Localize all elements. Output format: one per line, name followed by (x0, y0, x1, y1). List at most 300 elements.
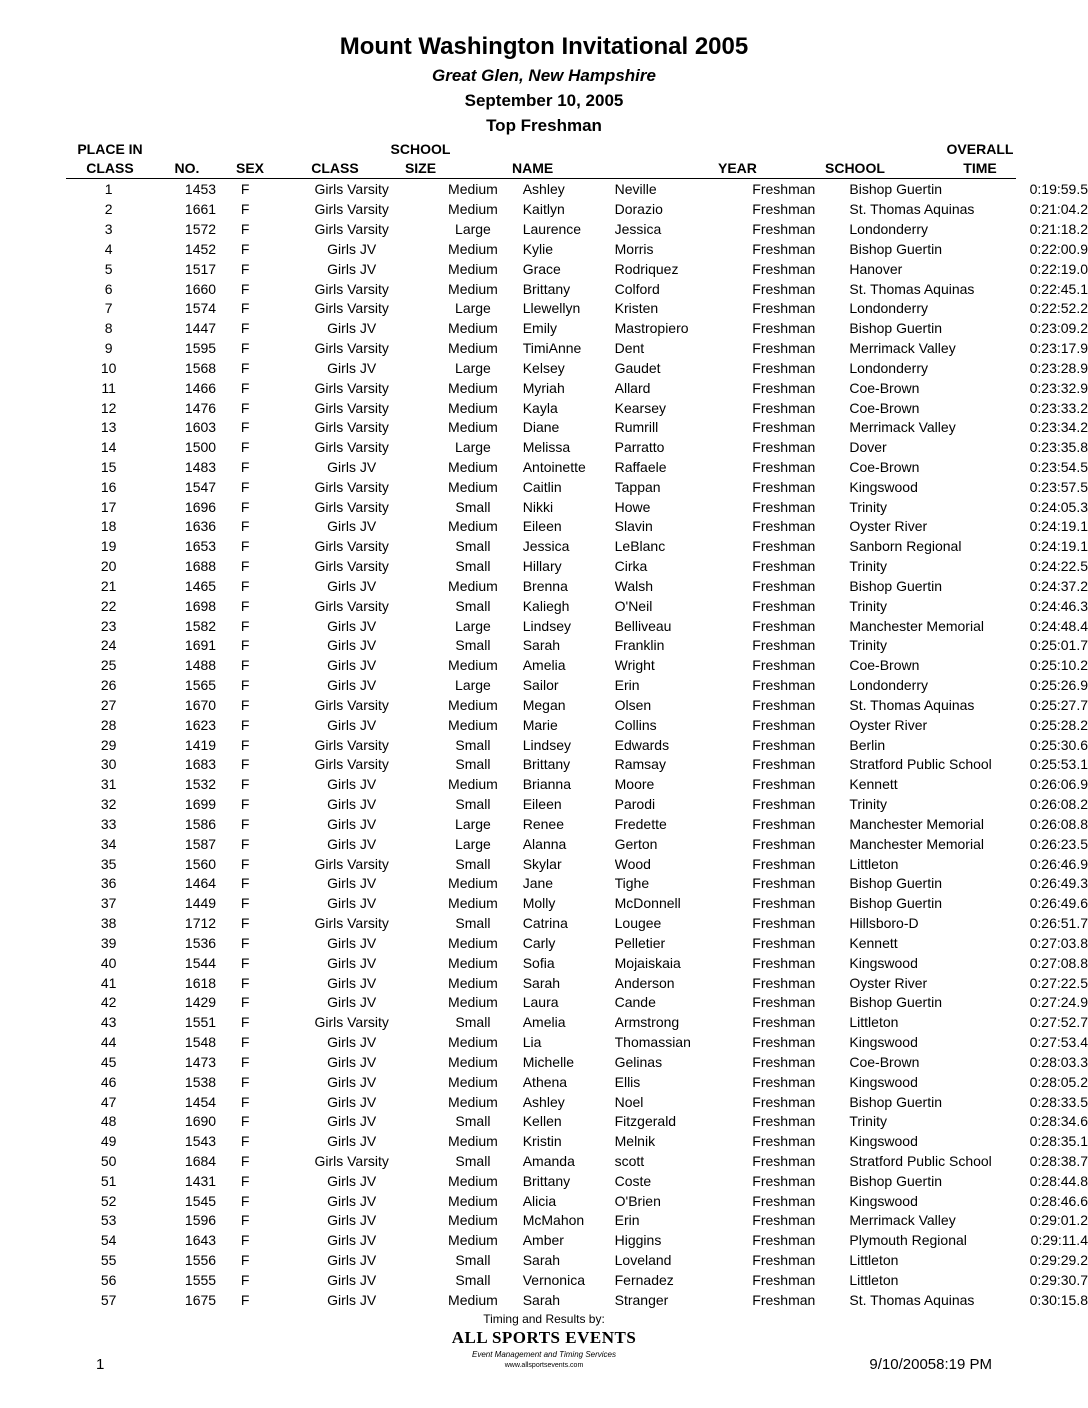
cell-place: 38 (100, 915, 117, 932)
cell-bib-number: 1684 (184, 1152, 217, 1169)
cell-overall-time: 0:28:03.3 (1029, 1053, 1088, 1070)
table-row (66, 517, 1088, 537)
cell-place: 45 (100, 1053, 117, 1070)
cell-year: Freshman (752, 340, 816, 357)
cell-first-name: Brenna (522, 577, 568, 594)
cell-sex: F (240, 815, 250, 832)
cell-first-name: Eileen (522, 796, 562, 813)
cell-sex: F (240, 577, 250, 594)
cell-bib-number: 1712 (184, 915, 217, 932)
cell-last-name: Dent (614, 340, 645, 357)
event-location: Great Glen, New Hampshire (432, 66, 656, 85)
cell-place: 7 (104, 300, 113, 317)
table-row (66, 418, 1088, 438)
cell-school-size: Medium (448, 954, 498, 971)
cell-school-size: Large (455, 677, 491, 694)
cell-bib-number: 1660 (184, 280, 217, 297)
cell-school-size: Medium (448, 459, 498, 475)
cell-school: St. Thomas Aquinas (849, 696, 975, 713)
cell-first-name: Athena (522, 1073, 568, 1090)
table-row (66, 815, 1088, 835)
cell-school-size: Medium (448, 1073, 498, 1090)
cell-class: Girls Varsity (314, 181, 389, 198)
cell-sex: F (240, 875, 250, 892)
cell-class: Girls Varsity (314, 280, 389, 297)
cell-sex: F (240, 696, 250, 713)
cell-school-size: Medium (448, 934, 498, 951)
cell-place: 48 (100, 1113, 117, 1130)
cell-overall-time: 0:24:05.3 (1029, 498, 1088, 515)
cell-first-name: McMahon (522, 1212, 585, 1229)
cell-school: Stratford Public School (849, 1152, 992, 1169)
cell-bib-number: 1545 (184, 1192, 217, 1209)
cell-place: 53 (100, 1212, 117, 1229)
cell-year: Freshman (752, 280, 816, 297)
cell-class: Girls JV (327, 657, 377, 674)
cell-place: 29 (100, 736, 117, 753)
cell-first-name: Lindsey (522, 617, 571, 634)
cell-school-size: Medium (448, 895, 498, 912)
cell-bib-number: 1675 (184, 1291, 217, 1308)
cell-school: Coe-Brown (849, 657, 920, 674)
cell-year: Freshman (752, 459, 816, 475)
cell-first-name: Llewellyn (522, 300, 581, 317)
cell-overall-time: 0:26:08.2 (1029, 796, 1088, 813)
cell-class: Girls JV (327, 974, 377, 991)
cell-sex: F (240, 1232, 250, 1249)
cell-last-name: Gaudet (614, 359, 661, 376)
cell-bib-number: 1544 (184, 954, 217, 971)
col-header-time-line2: TIME (963, 160, 997, 176)
cell-place: 21 (100, 577, 117, 594)
cell-bib-number: 1574 (184, 300, 217, 317)
cell-class: Girls JV (327, 815, 377, 832)
cell-bib-number: 1429 (184, 994, 217, 1011)
cell-class: Girls JV (327, 359, 377, 376)
cell-sex: F (240, 260, 250, 277)
cell-last-name: Tappan (614, 478, 661, 495)
cell-class: Girls JV (327, 637, 377, 654)
cell-last-name: Ramsay (614, 756, 666, 773)
cell-sex: F (240, 1192, 250, 1209)
cell-school-size: Small (455, 1014, 491, 1031)
cell-bib-number: 1690 (184, 1113, 217, 1130)
cell-year: Freshman (752, 1133, 816, 1150)
table-row (66, 1191, 1088, 1211)
cell-place: 1 (104, 181, 113, 198)
table-row (66, 953, 1088, 973)
cell-school-size: Medium (448, 776, 498, 793)
cell-overall-time: 0:25:27.7 (1029, 696, 1088, 713)
cell-year: Freshman (752, 419, 816, 436)
cell-sex: F (240, 1073, 250, 1090)
cell-school: Bishop Guertin (849, 181, 942, 198)
cell-overall-time: 0:28:35.1 (1029, 1133, 1088, 1150)
cell-school: Bishop Guertin (849, 1093, 942, 1110)
cell-school: Merrimack Valley (849, 1212, 956, 1229)
cell-class: Girls Varsity (314, 221, 389, 238)
cell-year: Freshman (752, 577, 816, 594)
page-title: Mount Washington Invitational 2005 (339, 33, 749, 60)
cell-class: Girls JV (327, 617, 377, 634)
cell-overall-time: 0:23:17.9 (1029, 340, 1088, 357)
col-header-place (66, 140, 154, 178)
cell-sex: F (240, 478, 250, 495)
cell-sex: F (240, 1252, 250, 1269)
cell-bib-number: 1636 (184, 518, 217, 535)
cell-overall-time: 0:24:37.2 (1029, 577, 1088, 594)
cell-school-size: Medium (448, 1133, 498, 1150)
cell-bib-number: 1449 (184, 895, 217, 912)
cell-place: 52 (100, 1192, 117, 1209)
cell-last-name: Franklin (614, 637, 665, 654)
cell-class: Girls Varsity (314, 1152, 389, 1169)
cell-last-name: Gerton (614, 835, 658, 852)
cell-school: Londonderry (849, 221, 928, 238)
cell-overall-time: 0:28:46.6 (1029, 1192, 1088, 1209)
cell-class: Girls Varsity (314, 201, 389, 218)
cell-bib-number: 1555 (184, 1271, 217, 1288)
cell-year: Freshman (752, 597, 816, 614)
cell-first-name: Kaitlyn (522, 201, 565, 218)
cell-year: Freshman (752, 815, 816, 832)
cell-school: St. Thomas Aquinas (849, 201, 975, 218)
cell-place: 16 (100, 478, 117, 495)
cell-school-size: Medium (448, 399, 498, 416)
cell-sex: F (240, 716, 250, 733)
cell-class: Girls JV (327, 1291, 377, 1308)
cell-school-size: Small (455, 1152, 491, 1169)
cell-school: Manchester Memorial (849, 617, 984, 634)
cell-sex: F (240, 994, 250, 1011)
cell-bib-number: 1536 (184, 934, 217, 951)
cell-school: Kingswood (849, 954, 918, 971)
cell-school-size: Small (455, 538, 491, 555)
cell-bib-number: 1543 (184, 1133, 217, 1150)
cell-last-name: Kearsey (614, 399, 666, 416)
cell-school: Oyster River (849, 518, 928, 535)
cell-class: Girls JV (327, 1053, 377, 1070)
cell-last-name: Collins (614, 716, 657, 733)
cell-first-name: Catrina (522, 915, 568, 932)
cell-school-size: Medium (448, 696, 498, 713)
company-website: www.allsportsevents.com (504, 1362, 584, 1369)
cell-place: 8 (104, 320, 113, 337)
cell-last-name: Morris (614, 240, 654, 257)
table-row (66, 715, 1088, 735)
cell-year: Freshman (752, 478, 816, 495)
cell-first-name: Carly (522, 934, 556, 951)
cell-school: Hillsboro-D (849, 915, 919, 932)
cell-class: Girls Varsity (314, 915, 389, 932)
cell-school: Kennett (849, 776, 898, 793)
cell-first-name: Kellen (522, 1113, 562, 1130)
cell-year: Freshman (752, 320, 816, 337)
cell-year: Freshman (752, 736, 816, 753)
cell-class: Girls Varsity (314, 756, 389, 773)
cell-last-name: Rodriquez (614, 260, 679, 277)
cell-year: Freshman (752, 240, 816, 257)
cell-year: Freshman (752, 637, 816, 654)
table-row (66, 656, 1088, 676)
cell-first-name: Amanda (522, 1152, 575, 1169)
col-header-class: CLASS (311, 160, 359, 176)
cell-bib-number: 1431 (184, 1172, 217, 1189)
cell-last-name: Walsh (614, 577, 654, 594)
cell-overall-time: 0:22:00.9 (1029, 240, 1088, 257)
cell-class: Girls JV (327, 1271, 377, 1288)
cell-overall-time: 0:28:33.5 (1029, 1093, 1088, 1110)
cell-year: Freshman (752, 1232, 816, 1249)
cell-sex: F (240, 1113, 250, 1130)
cell-year: Freshman (752, 221, 816, 238)
cell-year: Freshman (752, 1252, 816, 1269)
cell-first-name: Nikki (522, 498, 554, 515)
cell-bib-number: 1532 (184, 776, 217, 793)
cell-first-name: Sofia (522, 954, 555, 971)
cell-sex: F (240, 974, 250, 991)
cell-overall-time: 0:29:11.4 (1030, 1232, 1088, 1249)
cell-year: Freshman (752, 895, 816, 912)
cell-overall-time: 0:25:01.7 (1029, 637, 1088, 654)
cell-school: Oyster River (849, 716, 928, 733)
cell-bib-number: 1691 (184, 637, 217, 654)
cell-class: Girls JV (327, 994, 377, 1011)
cell-class: Girls JV (327, 459, 377, 475)
table-row (66, 1290, 1088, 1310)
cell-first-name: Melissa (522, 439, 571, 456)
cell-school-size: Medium (448, 419, 498, 436)
cell-last-name: O'Neil (614, 597, 653, 614)
cell-last-name: Parodi (614, 796, 656, 813)
cell-overall-time: 0:25:30.6 (1029, 736, 1088, 753)
cell-school: Littleton (849, 1014, 899, 1031)
cell-first-name: Laura (522, 994, 559, 1011)
cell-sex: F (240, 597, 250, 614)
cell-school: Littleton (849, 855, 899, 872)
table-row (66, 973, 1088, 993)
cell-year: Freshman (752, 201, 816, 218)
cell-school-size: Medium (448, 875, 498, 892)
cell-sex: F (240, 756, 250, 773)
cell-class: Girls JV (327, 518, 377, 535)
cell-sex: F (240, 221, 250, 238)
cell-school-size: Large (455, 359, 491, 376)
cell-sex: F (240, 895, 250, 912)
cell-bib-number: 1517 (184, 260, 217, 277)
cell-school-size: Medium (448, 716, 498, 733)
table-row (66, 914, 1088, 934)
cell-first-name: Lia (522, 1034, 542, 1051)
cell-overall-time: 0:23:33.2 (1029, 399, 1088, 416)
cell-last-name: McDonnell (614, 895, 681, 912)
cell-year: Freshman (752, 974, 816, 991)
cell-year: Freshman (752, 359, 816, 376)
cell-place: 25 (100, 657, 117, 674)
cell-overall-time: 0:21:18.2 (1029, 221, 1088, 238)
cell-bib-number: 1452 (184, 240, 217, 257)
cell-school: Trinity (849, 796, 887, 813)
cell-place: 31 (100, 776, 117, 793)
cell-sex: F (240, 181, 250, 198)
cell-last-name: Wood (614, 855, 651, 872)
cell-class: Girls Varsity (314, 538, 389, 555)
cell-school-size: Small (455, 736, 491, 753)
table-row (66, 894, 1088, 914)
cell-bib-number: 1623 (184, 716, 217, 733)
cell-bib-number: 1595 (184, 340, 217, 357)
cell-year: Freshman (752, 657, 816, 674)
col-header-name: NAME (512, 160, 554, 176)
cell-last-name: Edwards (614, 736, 670, 753)
cell-bib-number: 1454 (184, 1093, 217, 1110)
cell-last-name: Neville (614, 181, 657, 198)
table-row (66, 477, 1088, 497)
cell-class: Girls Varsity (314, 439, 389, 456)
cell-bib-number: 1643 (184, 1232, 217, 1249)
cell-bib-number: 1572 (184, 221, 217, 238)
cell-place: 57 (100, 1291, 117, 1308)
cell-year: Freshman (752, 617, 816, 634)
cell-bib-number: 1466 (184, 379, 217, 396)
cell-class: Girls JV (327, 260, 377, 277)
cell-year: Freshman (752, 1093, 816, 1110)
cell-year: Freshman (752, 994, 816, 1011)
cell-last-name: Stranger (614, 1291, 669, 1308)
cell-place: 9 (104, 340, 113, 357)
cell-first-name: TimiAnne (522, 340, 582, 357)
cell-year: Freshman (752, 1172, 816, 1189)
cell-sex: F (240, 201, 250, 218)
cell-school-size: Small (455, 597, 491, 614)
cell-last-name: Belliveau (614, 617, 672, 634)
cell-first-name: Jessica (522, 538, 570, 555)
cell-first-name: Megan (522, 696, 566, 713)
cell-place: 15 (100, 459, 117, 475)
cell-sex: F (240, 796, 250, 813)
table-row (66, 696, 1088, 716)
cell-first-name: Sarah (522, 974, 561, 991)
cell-bib-number: 1603 (184, 419, 217, 436)
cell-first-name: Alicia (522, 1192, 557, 1209)
timing-credit: Timing and Results by: (483, 1312, 605, 1326)
cell-school: Bishop Guertin (849, 320, 942, 337)
cell-school: Bishop Guertin (849, 1172, 942, 1189)
cell-place: 4 (104, 240, 113, 257)
cell-sex: F (240, 915, 250, 932)
cell-class: Girls JV (327, 1093, 377, 1110)
cell-overall-time: 0:23:34.2 (1029, 419, 1088, 436)
cell-school: Kingswood (849, 1133, 918, 1150)
cell-bib-number: 1447 (184, 320, 217, 337)
cell-first-name: Lindsey (522, 736, 571, 753)
cell-place: 39 (100, 934, 117, 951)
cell-bib-number: 1618 (184, 974, 217, 991)
cell-school: Trinity (849, 558, 887, 575)
col-header-time-line1: OVERALL (946, 141, 1014, 157)
cell-school: Londonderry (849, 677, 928, 694)
cell-year: Freshman (752, 1152, 816, 1169)
cell-school: Kennett (849, 934, 898, 951)
cell-first-name: Kelsey (522, 359, 565, 376)
table-row (66, 497, 1088, 517)
cell-school-size: Medium (448, 994, 498, 1011)
cell-overall-time: 0:23:28.9 (1029, 359, 1088, 376)
cell-overall-time: 0:24:22.5 (1029, 558, 1088, 575)
cell-class: Girls Varsity (314, 1014, 389, 1031)
cell-year: Freshman (752, 855, 816, 872)
cell-sex: F (240, 538, 250, 555)
table-row (66, 1251, 1088, 1271)
cell-place: 3 (104, 221, 113, 238)
cell-school-size: Medium (448, 340, 498, 357)
cell-school-size: Medium (448, 1192, 498, 1209)
cell-place: 19 (100, 538, 117, 555)
cell-class: Girls JV (327, 776, 377, 793)
col-header-sex: SEX (235, 160, 264, 176)
cell-school: Kingswood (849, 1073, 918, 1090)
cell-school: Plymouth Regional (849, 1232, 967, 1249)
cell-sex: F (240, 1212, 250, 1229)
cell-school: Littleton (849, 1271, 899, 1288)
cell-place: 54 (100, 1232, 117, 1249)
cell-class: Girls JV (327, 796, 377, 813)
cell-overall-time: 0:26:49.6 (1029, 895, 1088, 912)
cell-school-size: Large (455, 300, 491, 317)
cell-school: Coe-Brown (849, 1053, 920, 1070)
cell-school-size: Medium (448, 1212, 498, 1229)
cell-year: Freshman (752, 677, 816, 694)
cell-place: 55 (100, 1252, 117, 1269)
table-row (66, 398, 1088, 418)
cell-last-name: Erin (614, 677, 640, 694)
cell-place: 56 (100, 1271, 117, 1288)
cell-bib-number: 1488 (184, 657, 217, 674)
cell-first-name: Sarah (522, 1291, 561, 1308)
cell-place: 49 (100, 1133, 117, 1150)
cell-class: Girls Varsity (314, 419, 389, 436)
cell-overall-time: 0:26:51.7 (1029, 915, 1088, 932)
cell-class: Girls JV (327, 1212, 377, 1229)
cell-class: Girls JV (327, 1034, 377, 1051)
cell-last-name: Lougee (614, 915, 662, 932)
cell-sex: F (240, 637, 250, 654)
table-row (66, 378, 1088, 398)
cell-last-name: Howe (614, 498, 651, 515)
cell-school-size: Medium (448, 1172, 498, 1189)
cell-class: Girls JV (327, 1252, 377, 1269)
cell-last-name: scott (614, 1152, 645, 1169)
results-subtitle: Top Freshman (486, 116, 602, 135)
cell-school-size: Medium (448, 657, 498, 674)
cell-school-size: Medium (448, 379, 498, 396)
table-row (66, 616, 1088, 636)
cell-last-name: Rumrill (614, 419, 659, 436)
cell-last-name: Cirka (614, 558, 648, 575)
cell-year: Freshman (752, 1113, 816, 1130)
cell-school: Manchester Memorial (849, 815, 984, 832)
cell-last-name: Melnik (614, 1133, 656, 1150)
cell-first-name: Amber (522, 1232, 564, 1249)
cell-last-name: Parratto (614, 439, 665, 456)
cell-sex: F (240, 498, 250, 515)
cell-place: 44 (100, 1034, 117, 1051)
cell-sex: F (240, 518, 250, 535)
cell-class: Girls JV (327, 320, 377, 337)
cell-year: Freshman (752, 498, 816, 515)
cell-class: Girls JV (327, 577, 377, 594)
cell-last-name: O'Brien (614, 1192, 661, 1209)
